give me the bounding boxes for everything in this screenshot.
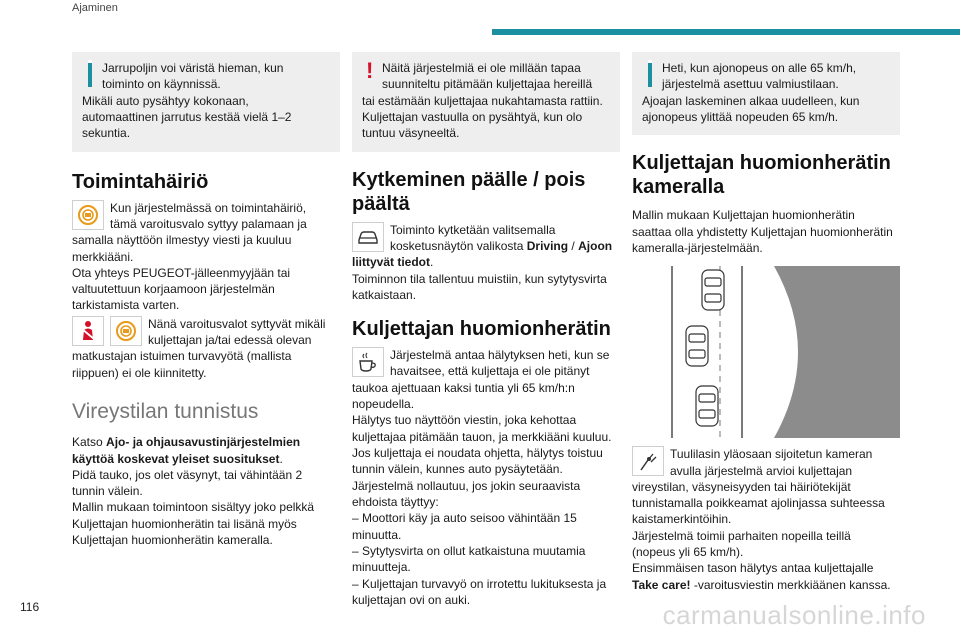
service-warning-icon: [72, 200, 104, 230]
column-3: Heti, kun ajonopeus on alle 65 km/h, järjestelmä asettuu valmiustilaan. Ajoajan laskeminen alkaa uudelleen, kun ajonopeus ylittää nopeuden 65 km/h. Kuljettajan huomionherätin kameralla Mallin mukaan Kuljettajan huomionherätin saattaa olla yhdistetty Kuljettajan huomionherätin kameralla-järjestelmään. Tuulilasin yläosaan sijoitetun kameran avulla järjestelmä arvioi kuljettajan vireystilan, väsyneisyyden tai häiriötekijät tunnistamalla poikkeamat ajolinjassa suhteessa kaistamerkintöihin. Järjestelmä toimii parhaiten nopeilla teillä (nopeus yli 65 km/h). Ensimmäisen tason hälytys antaa kuljettajalle Take care! -varoitusviestin merkkiäänen kanssa.: [632, 52, 900, 593]
warning-note-box: ! Näitä järjestelmiä ei ole millään tapaa suunniteltu pitämään kuljettajaa hereillä tai estämään kuljettajaa nukahtamasta rattiin. Kuljettajan vastuulla on pysähtyä, kun olo tuntuu väsyneeltä.: [352, 52, 620, 152]
section-title-malfunction: Toimintahäiriö: [72, 170, 209, 193]
camera-icon: [632, 446, 664, 476]
section-title-camera: Kuljettajan huomionherätin kameralla: [632, 152, 891, 199]
coffee-cup-icon: [352, 347, 384, 377]
car-icon: [352, 222, 384, 252]
info-note-box-2: Heti, kun ajonopeus on alle 65 km/h, järjestelmä asettuu valmiustilaan. Ajoajan laskeminen alkaa uudelleen, kun ajonopeus ylittää nopeuden 65 km/h.: [632, 52, 900, 135]
section-title-vigilance: Vireystilan tunnistus: [72, 400, 259, 423]
info-note-box: Jarrupoljin voi väristä hieman, kun toiminto on käynnissä. Mikäli auto pysähtyy kokonaan, automaattinen jarrutus kestää vielä 1–2 sekuntia.: [72, 52, 340, 152]
info-icon: [648, 63, 652, 87]
section-title-activation: Kytkeminen päälle / pois päältä: [352, 168, 586, 215]
section-title-driver-attention: Kuljettajan huomionherätin: [352, 318, 611, 341]
service-warning-icon: [110, 316, 142, 346]
info-icon: [88, 63, 92, 87]
warning-icon: !: [366, 58, 374, 83]
car-outline-bottom: [696, 386, 718, 426]
car-outline-top: [702, 270, 724, 310]
watermark: carmanualsonline.info: [662, 600, 926, 630]
header-accent-bar: [492, 29, 960, 35]
column-2: ! Näitä järjestelmiä ei ole millään tapaa suunniteltu pitämään kuljettajaa hereillä tai estämään kuljettajaa nukahtamasta rattiin. Kuljettajan vastuulla on pysähtyä, kun olo tuntuu väsyneeltä. Kytkeminen päälle / pois päältä Toiminto kytketään valitsemalla kosketusnäytön valikosta Driving / Ajoon liittyvät tiedot. Toiminnon tila tallentuu muistiin, kun sytytysvirta katkaistaan. Kuljettajan huomionherätin Järjestelmä antaa hälytyksen heti, kun se havaitsee, että kuljettaja ei ole pitänyt taukoa ajettuaan kaksi tuntia yli 65 km/h:n nopeudella. Hälytys tuo näyttöön viestin, joka kehottaa kuljettajaa pitämään tauon, ja merkkiääni kuuluu. Jos kuljettaja ei noudata ohjetta, hälytys toistuu tunnin välein, kunnes auto pysäytetään. Järjestelmä nollautuu, jos jokin seuraavista ehdoista täyttyy: – Moottori käy ja auto seisoo vähintään 15 minuutta. – Sytytysvirta on ollut katkaistuna muutamia minuutteja. – Kuljettajan turvavyö on irrotettu lukituksesta ja kuljettajan ovi on auki.: [352, 52, 620, 608]
car-outline-middle: [686, 326, 708, 366]
lane-drift-illustration: [632, 266, 900, 438]
chapter-title: Ajaminen: [72, 2, 118, 14]
page-number: 116: [20, 600, 40, 614]
seatbelt-icon: [72, 316, 104, 346]
column-1: Jarrupoljin voi väristä hieman, kun toiminto on käynnissä. Mikäli auto pysähtyy kokonaan, automaattinen jarrutus kestää vielä 1–2 sekuntia. Toimintahäiriö Kun järjestelmässä on toimintahäiriö, tämä varoitusvalo syttyy palamaan ja samalla näyttöön ilmestyy viesti ja kuuluu merkkiääni. Ota yhteys PEUGEOT-jälleenmyyjään tai valtuutettuun korjaamoon järjestelmän tarkistamista varten. Nänä varoitusvalot syttyvät mikäli kuljettajan ja/tai edessä olevan matkustajan istuimen turvavyötä (mallista riippuen) ei ole kiinnitetty. Vireystilan tunnistus Katso Ajo- ja ohjausavustinjärjestelmien käyttöä koskevat yleiset suositukset. Pidä tauko, jos olet väsynyt, tai vähintään 2 tunnin välein. Mallin mukaan toimintoon sisältyy joko pelkkä Kuljettajan huomionherätin tai lisänä myös Kuljettajan huomionherätin kameralla.: [72, 52, 340, 548]
